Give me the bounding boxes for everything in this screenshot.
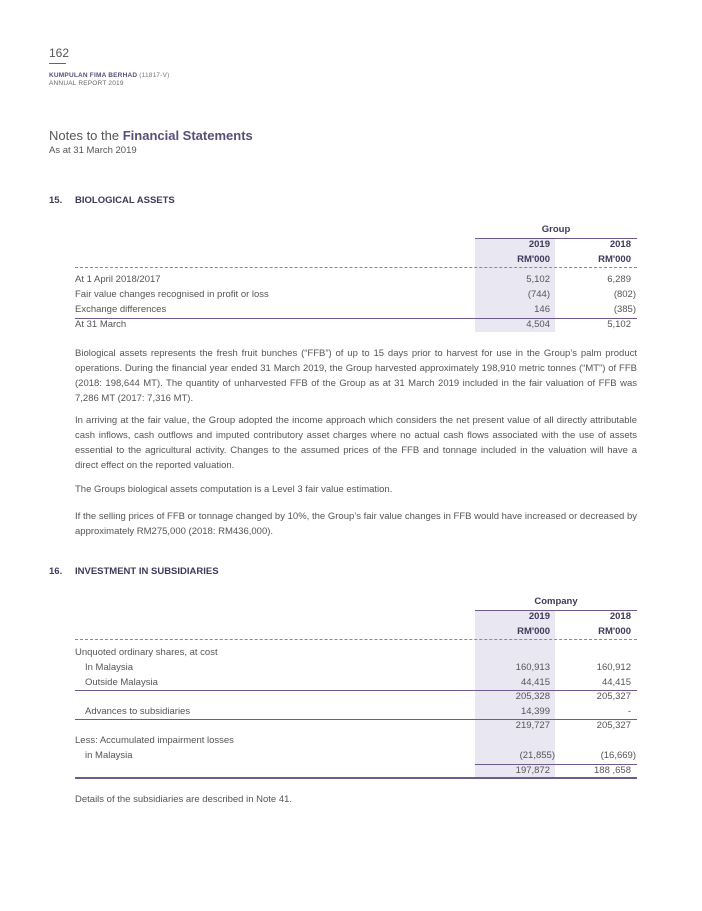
table-row-label: Advances to subsidiaries: [85, 706, 191, 717]
section-15-unit-2019: RM'000: [517, 254, 550, 265]
section-16-year-2019: 2019: [528, 611, 550, 622]
table-cell-2019: 4,504: [526, 319, 550, 330]
table-cell-2018: 44,415: [601, 677, 631, 688]
notes-title: [49, 128, 253, 143]
table-row-label: Unquoted ordinary shares, at cost: [75, 647, 218, 658]
section-16-heading: [49, 566, 449, 580]
section-16-subtotal-rule: [75, 690, 637, 691]
section-15-year-2018: 2018: [609, 239, 631, 250]
section-16-title: INVESTMENT IN SUBSIDIARIES: [75, 566, 219, 577]
table-cell-2019: 44,415: [520, 677, 550, 688]
section-16-double-rule: [75, 777, 637, 779]
report-name: ANNUAL REPORT 2019: [49, 80, 124, 87]
table-cell-2018: (16,669): [600, 750, 636, 761]
section-15-paragraph-3: The Groups biological assets computation is a Level 3 fair value estimation.: [75, 484, 393, 495]
section-15-unit-2018: RM'000: [598, 254, 631, 265]
section-16-header-dashed-rule: [75, 639, 637, 640]
table-cell-2019: 160,913: [515, 662, 550, 673]
section-16-number: 16.: [49, 566, 63, 577]
company-registration: (11817-V): [139, 72, 170, 79]
table-cell-2019: 219,727: [515, 720, 550, 731]
notes-subtitle: As at 31 March 2019: [49, 145, 137, 156]
notes-title-prefix: Notes to the: [49, 128, 123, 143]
table-row-label: in Malaysia: [85, 750, 133, 761]
section-15-number: 15.: [49, 195, 63, 206]
table-cell-2019: 197,872: [515, 765, 550, 776]
section-16-group-label: Company: [534, 596, 578, 607]
table-cell-2019: (21,855): [519, 750, 555, 761]
section-15-year-2019: 2019: [528, 239, 550, 250]
table-cell-2018: 6,289: [607, 274, 631, 285]
section-16-footnote: Details of the subsidiaries are described in Note 41.: [75, 794, 293, 805]
section-15-group-label: Group: [541, 224, 571, 235]
table-row-label: At 31 March: [75, 319, 127, 330]
table-row-label: Less: Accumulated impairment losses: [75, 735, 234, 746]
section-15-heading: [49, 195, 449, 209]
table-cell-2018: 5,102: [607, 319, 631, 330]
table-row-label: In Malaysia: [85, 662, 134, 673]
section-15-header-dashed-rule: [75, 267, 637, 268]
section-16-subtotal-rule: [75, 719, 637, 720]
table-cell-2018: 205,327: [596, 691, 631, 702]
section-15-total-rule: [75, 318, 637, 319]
table-row-label: Outside Malaysia: [85, 677, 158, 688]
page-number-rule: [49, 63, 66, 64]
section-15-title: BIOLOGICAL ASSETS: [75, 195, 175, 206]
table-cell-2018: (385): [613, 304, 636, 315]
table-row-label: Fair value changes recognised in profit or loss: [75, 289, 269, 300]
table-cell-2019: 205,328: [515, 691, 550, 702]
table-cell-2018: 205,327: [596, 720, 631, 731]
section-16-unit-2019: RM'000: [517, 626, 550, 637]
table-cell-2019: 5,102: [526, 274, 550, 285]
table-cell-2019: 14,399: [520, 706, 550, 717]
table-cell-2018: 188 ,658: [594, 765, 631, 776]
section-16-unit-2018: RM'000: [598, 626, 631, 637]
company-name-text: KUMPULAN FIMA BERHAD: [49, 72, 138, 79]
section-15-paragraph-2: In arriving at the fair value, the Group adopted the income approach which considers the net present value of all directly attributable cash inflows, cash outflows and imputed contributory asset charges where no actual cash flows associated with the use of assets essential to the agricultural activity. Changes to the assumed prices of the FFB and tonnage included in the valuation will have a direct effect on the reported valuation.: [75, 415, 637, 471]
notes-title-bold: Financial Statements: [122, 128, 253, 143]
section-15-paragraph-1: Biological assets represents the fresh fruit bunches (“FFB”) of up to 15 days prior to harvest for use in the Group’s palm product operations. During the financial year ended 31 March 2019, the Group harvested approximately 198,910 metric tonnes (“MT”) of FFB (2018: 198,644 MT). The quantity of unharvested FFB of the Group as at 31 March 2019 included in the fair valuation of FFB was 7,286 MT (2017: 7,316 MT).: [75, 348, 637, 404]
table-row-label: At 1 April 2018/2017: [75, 274, 161, 285]
table-row-label: Exchange differences: [75, 304, 167, 315]
table-cell-2019: 146: [534, 304, 550, 315]
section-16-year-2018: 2018: [609, 611, 631, 622]
table-cell-2019: (744): [527, 289, 550, 300]
section-15-paragraph-4: If the selling prices of FFB or tonnage changed by 10%, the Group’s fair value changes in FFB would have increased or decreased by approximately RM275,000 (2018: RM436,000).: [75, 511, 637, 537]
table-cell-2018: -: [627, 706, 631, 717]
company-name: [49, 72, 170, 79]
table-cell-2018: 160,912: [596, 662, 631, 673]
table-cell-2018: (802): [613, 289, 636, 300]
page-number: 162: [49, 46, 70, 60]
